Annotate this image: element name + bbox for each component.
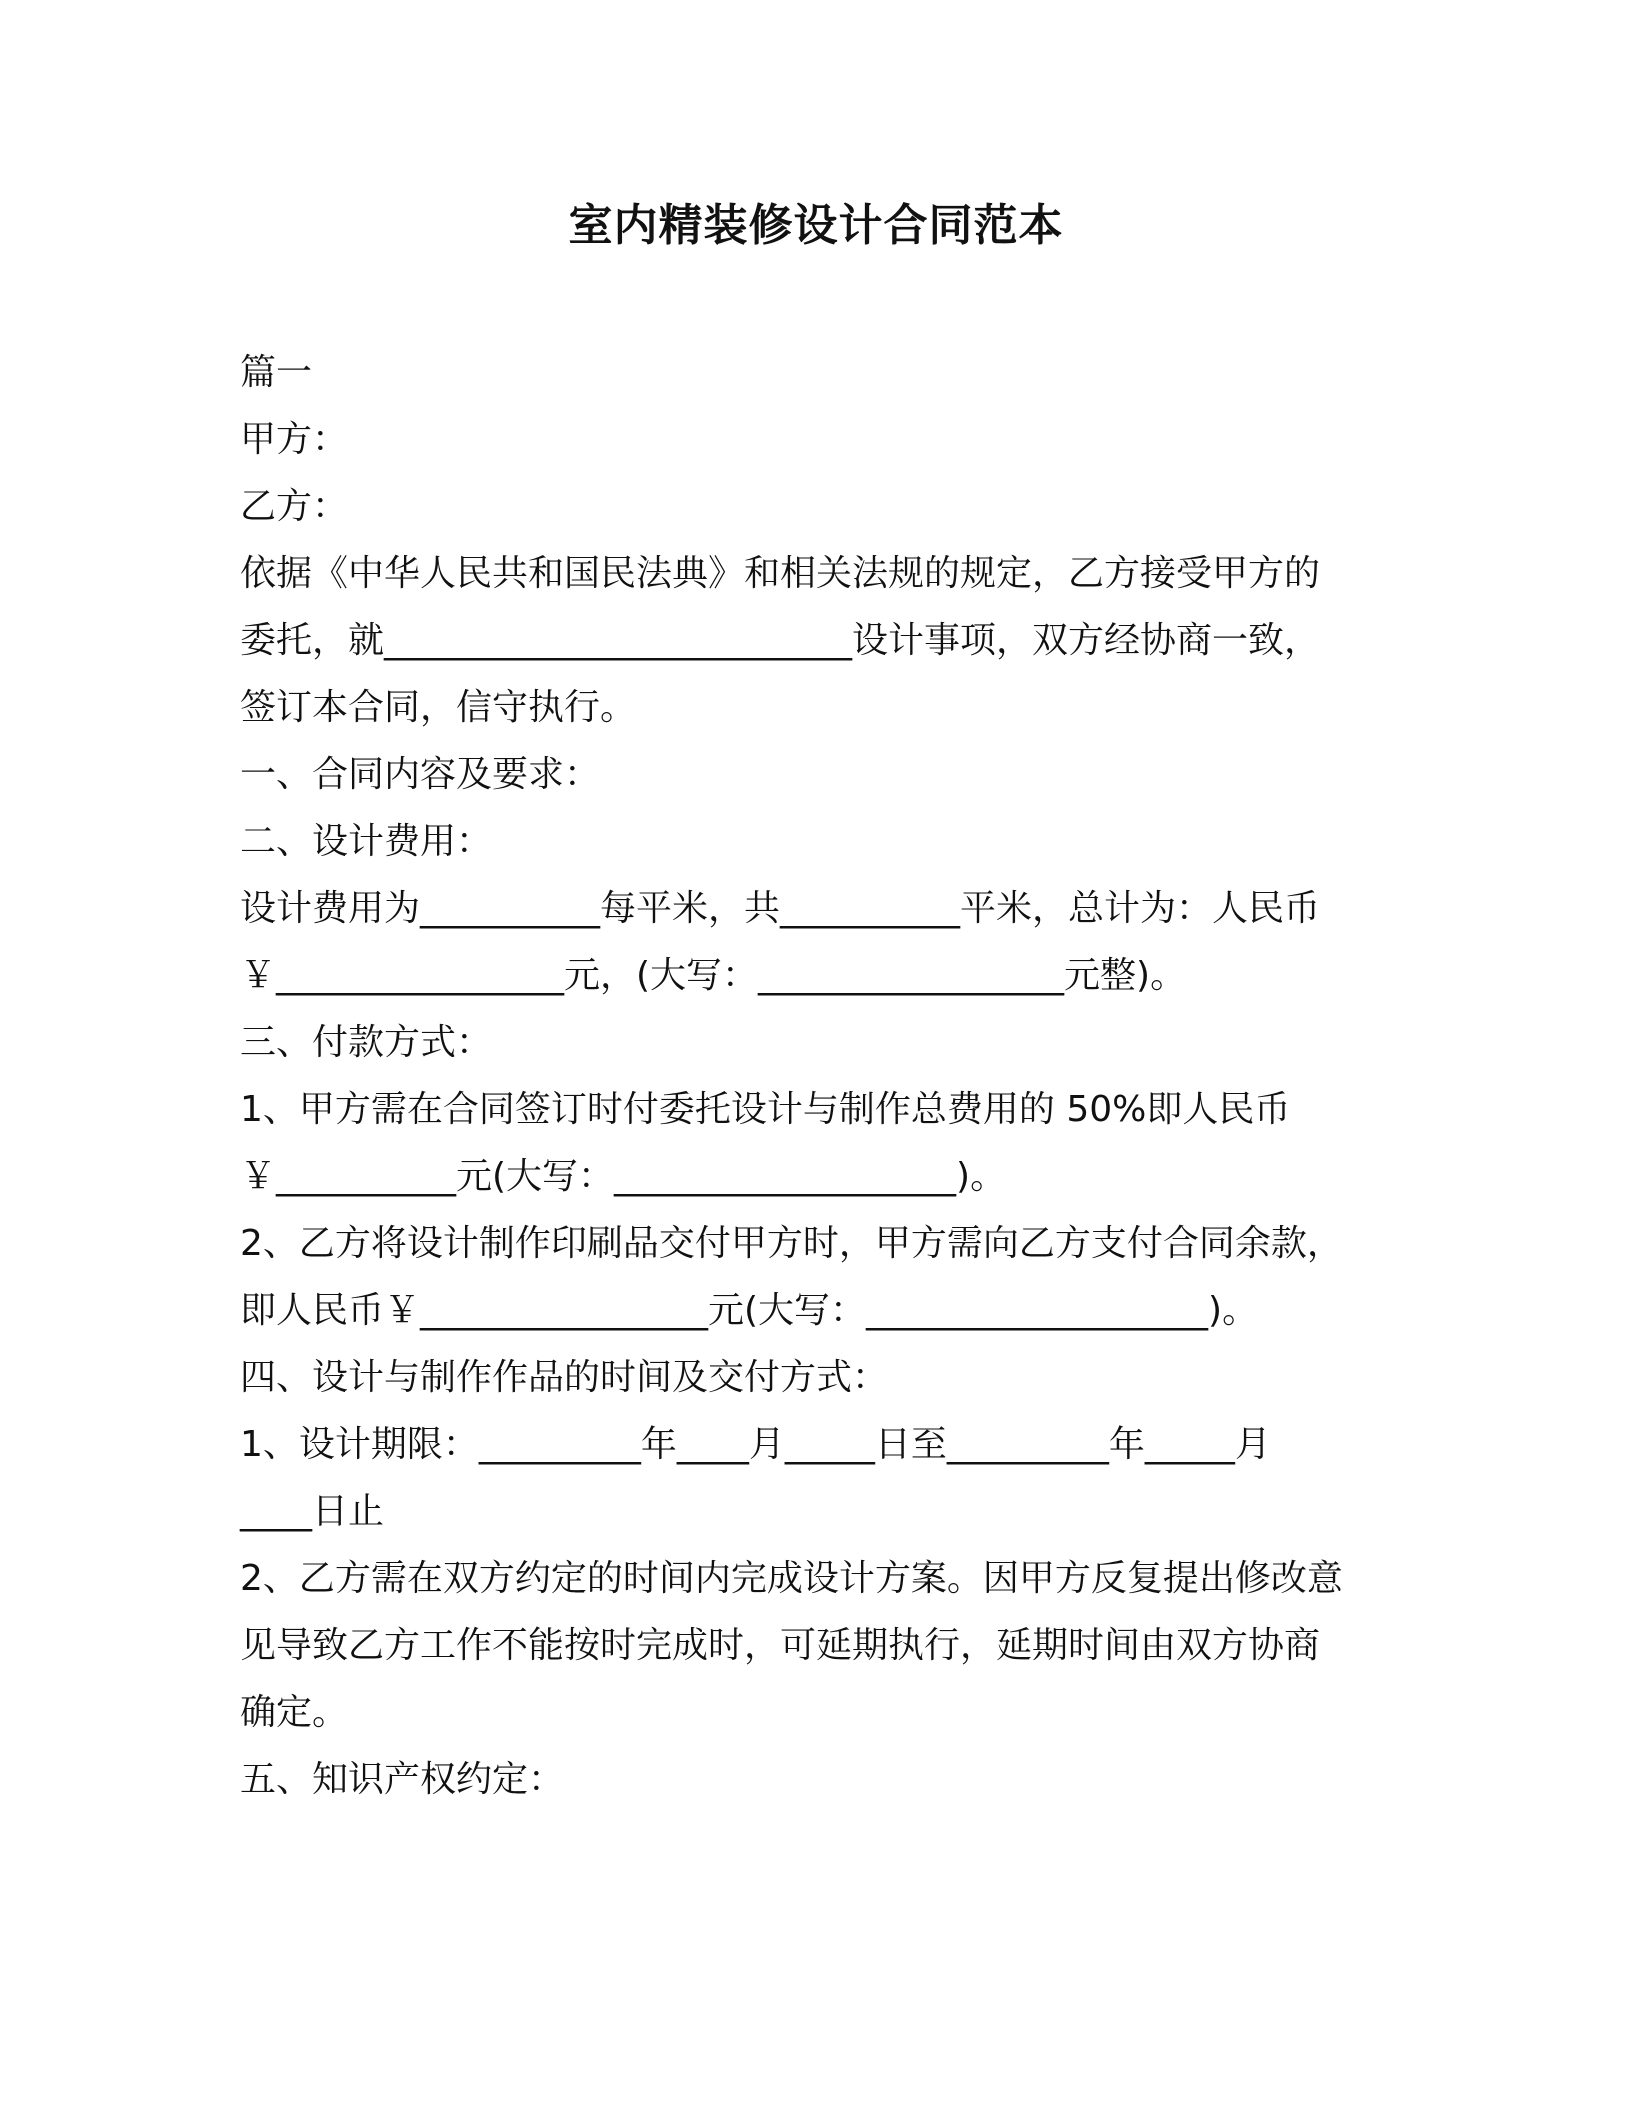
- paragraph-line: 2、乙方将设计制作印刷品交付甲方时，甲方需向乙方支付合同余款，: [240, 1223, 1343, 1264]
- page-title: 室内精装修设计合同范本: [568, 200, 1064, 251]
- paragraph-line: ￥________________元，(大写：_________________元整)。: [240, 955, 1187, 996]
- party-b-line: 乙方：: [240, 486, 349, 527]
- clause-heading: 三、付款方式：: [240, 1022, 493, 1063]
- clause-heading: 五、知识产权约定：: [240, 1759, 565, 1800]
- clause-heading: 一、合同内容及要求：: [240, 754, 601, 795]
- paragraph-line: 1、甲方需在合同签订时付委托设计与制作总费用的 50%即人民币: [240, 1089, 1291, 1130]
- party-a-line: 甲方：: [240, 419, 349, 460]
- paragraph-line: 2、乙方需在双方约定的时间内完成设计方案。因甲方反复提出修改意: [240, 1558, 1343, 1599]
- paragraph-line: 依据《中华人民共和国民法典》和相关法规的规定，乙方接受甲方的: [240, 553, 1321, 594]
- paragraph-line: ____日止: [240, 1491, 385, 1532]
- clause-heading: 四、设计与制作作品的时间及交付方式：: [240, 1357, 889, 1398]
- clause-heading: 二、设计费用：: [240, 821, 493, 862]
- paragraph-line: 1、设计期限：_________年____月_____日至_________年_____月: [240, 1424, 1271, 1465]
- paragraph-line: 签订本合同，信守执行。: [240, 687, 637, 728]
- document-body: [240, 339, 1400, 1813]
- paragraph-line: 见导致乙方工作不能按时完成时，可延期执行，延期时间由双方协商: [240, 1625, 1321, 1666]
- paragraph-line: 确定。: [240, 1692, 349, 1733]
- paragraph-line: ￥__________元(大写：___________________)。: [240, 1156, 1007, 1197]
- paragraph-line: 即人民币￥________________元(大写：___________________)。: [240, 1290, 1259, 1331]
- paragraph-line: 设计费用为__________每平米，共__________平米，总计为：人民币: [240, 888, 1321, 929]
- section-label: 篇一: [240, 352, 313, 393]
- paragraph-line: 委托，就__________________________设计事项，双方经协商一致，: [240, 620, 1321, 661]
